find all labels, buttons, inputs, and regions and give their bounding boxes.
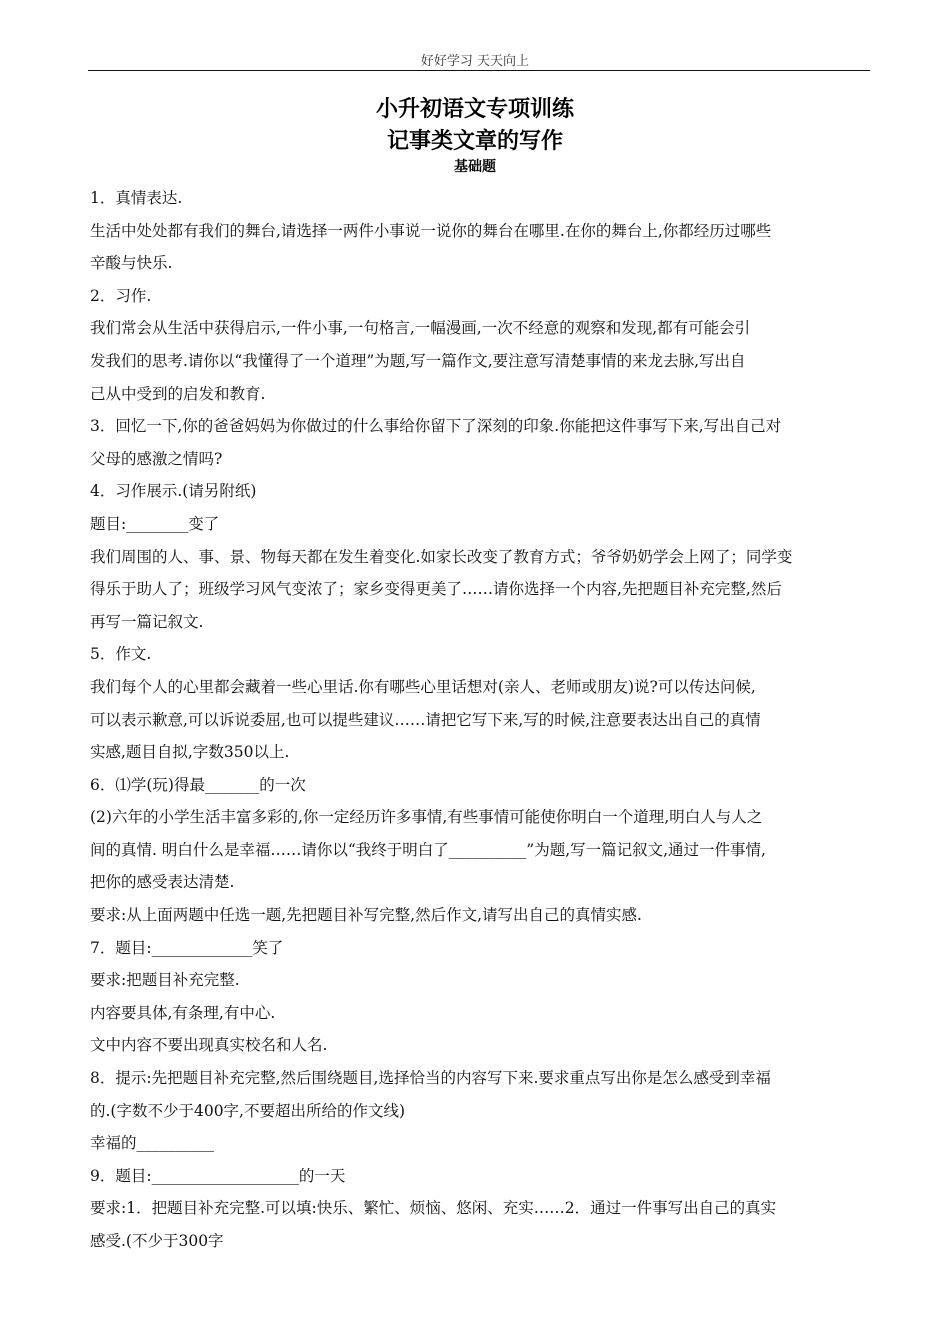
text-line: 2．习作. [90, 286, 152, 305]
text-line: 我们每个人的心里都会藏着一些心里话.你有哪些心里话想对(亲人、老师或朋友)说?可以传达问候, [90, 677, 756, 696]
text-line: 3．回忆一下,你的爸爸妈妈为你做过的什么事给你留下了深刻的印象.你能把这件事写下来,写出自己对 [90, 417, 782, 436]
text-line: 1．真情表达. [90, 189, 183, 207]
text-line: 把你的感受表达清楚. [90, 873, 235, 892]
document-subtitle: 记事类文章的写作 [386, 129, 563, 154]
text-line: 内容要具体,有条理,有中心. [90, 1003, 276, 1022]
text-line: 辛酸与快乐. [90, 254, 173, 273]
section-level-heading: 基础题 [454, 159, 496, 175]
text-line: 5．作文. [90, 645, 152, 664]
text-line: 得乐于助人了；班级学习风气变浓了；家乡变得更美了……请你选择一个内容,先把题目补充完整,然后 [90, 580, 782, 599]
text-line: 己从中受到的启发和教育. [90, 384, 266, 403]
text-line: (2)六年的小学生活丰富多彩的,你一定经历许多事情,有些事情可能使你明白一个道理,明白人与人之 [90, 808, 763, 827]
text-line: 7．题目:_____________笑了 [90, 938, 284, 957]
text-line: 父母的感激之情吗? [90, 449, 223, 468]
text-line: 可以表示歉意,可以诉说委屈,也可以提些建议……请把它写下来,写的时候,注意要表达出自己的真情 [90, 710, 761, 729]
text-line: 要求:把题目补充完整. [90, 971, 240, 990]
text-line: 我们周围的人、事、景、物每天都在发生着变化.如家长改变了教育方式；爷爷奶奶学会上网了；同学变 [90, 547, 793, 566]
header-divider [88, 70, 870, 71]
text-line: 要求:1．把题目补充完整.可以填:快乐、繁忙、烦恼、悠闲、充实……2．通过一件事写出自己的真实 [90, 1199, 777, 1218]
text-line: 我们常会从生活中获得启示,一件小事,一句格言,一幅漫画,一次不经意的观察和发现,都有可能会引 [90, 319, 751, 338]
document-title: 小升初语文专项训练 [375, 97, 574, 122]
text-line: 6．⑴学(玩)得最_______的一次 [90, 775, 306, 794]
page-header: 好好学习 天天向上 [420, 54, 530, 69]
text-line: 要求:从上面两题中任选一题,先把题目补写完整,然后作文,请写出自己的真情实感. [90, 906, 642, 925]
text-line: 4．习作展示.(请另附纸) [90, 482, 257, 501]
text-line: 再写一篇记叙文. [90, 612, 204, 631]
text-line: 文中内容不要出现真实校名和人名. [90, 1036, 328, 1055]
text-line: 实感,题目自拟,字数350以上. [90, 743, 290, 762]
text-line: 生活中处处都有我们的舞台,请选择一两件小事说一说你的舞台在哪里.在你的舞台上,你都经历过哪些 [90, 221, 772, 240]
document-body [90, 182, 865, 1258]
text-line: 题目:________变了 [90, 514, 220, 533]
text-line: 发我们的思考.请你以“我懂得了一个道理”为题,写一篇作文,要注意写清楚事情的来龙去脉,写出自 [90, 351, 746, 370]
text-line: 间的真情. 明白什么是幸福……请你以“我终于明白了__________”为题,写一篇记叙文,通过一件事情, [90, 840, 766, 859]
text-line: 感受.(不少于300字 [90, 1232, 224, 1250]
text-line: 9．题目:___________________的一天 [90, 1166, 346, 1185]
text-line: 幸福的__________ [90, 1134, 215, 1153]
text-line: 的.(字数不少于400字,不要超出所给的作文线) [90, 1101, 406, 1120]
text-line: 8．提示:先把题目补充完整,然后围绕题目,选择恰当的内容写下来.要求重点写出你是怎么感受到幸福 [90, 1069, 771, 1088]
